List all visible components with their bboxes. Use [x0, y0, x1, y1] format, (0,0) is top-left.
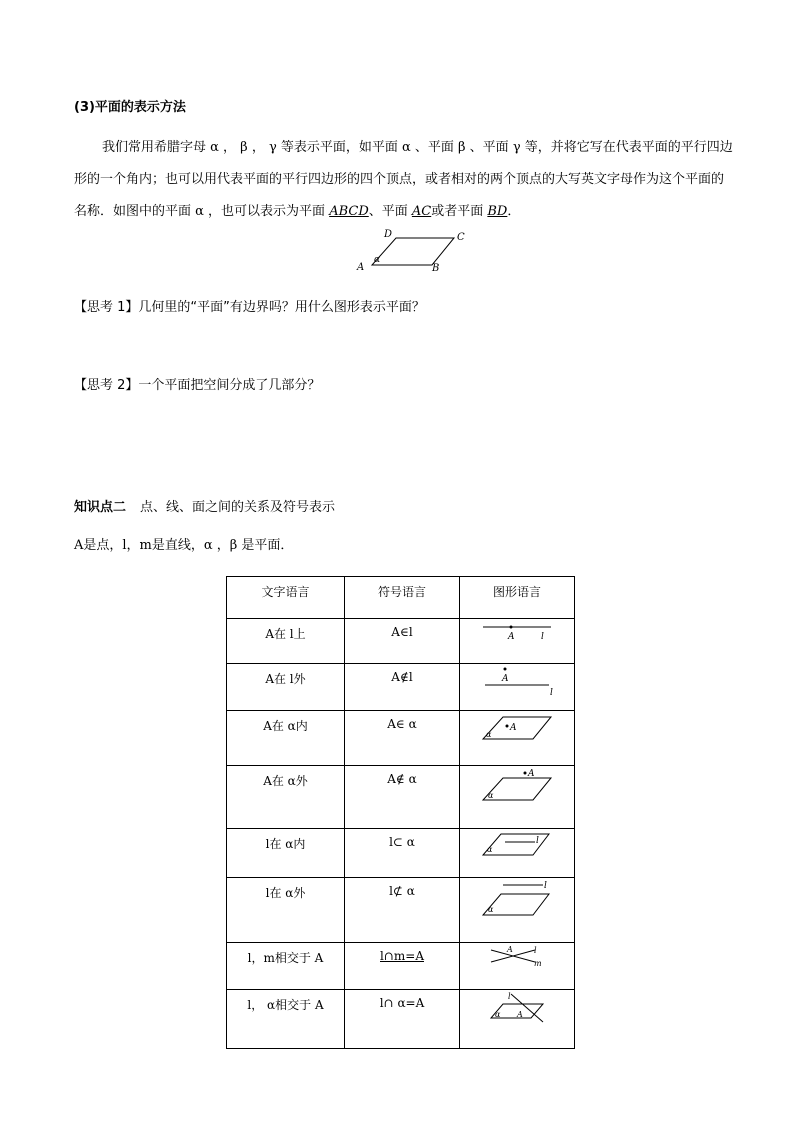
line-in-plane-diagram — [461, 829, 573, 873]
section-heading: (3)平面的表示方法 — [74, 100, 186, 115]
svg-text:l: l — [508, 992, 511, 1001]
plane-bd: BD — [487, 204, 508, 219]
relation-table — [226, 576, 575, 1049]
header-text-language: 文字语言 — [227, 577, 345, 619]
plane-figure — [350, 226, 480, 274]
table-header-row — [227, 577, 575, 619]
table-row: l在 α外 l⊄ α l α — [227, 878, 575, 943]
line-off-plane-diagram — [461, 878, 573, 938]
plane-notation-paragraph: 我们常用希腊字母 α ， β ， γ 等表示平面，如平面 α 、平面 β 、平面 γ 等，并将它写在代表平面的平行四边形的一个角内；也可以用代表平面的平行四边形的四个顶点，或者相对的两个顶点的大写英文字母作为这个平面的名称．如图中的平面 α ，也可以表示为平面 ABCD、平面 AC或者平面 BD． — [74, 140, 733, 219]
svg-text:α: α — [488, 905, 494, 914]
plane-ac: AC — [411, 204, 432, 219]
svg-text:l: l — [550, 688, 553, 698]
table-row: A在 α外 A∉ α A α — [227, 766, 575, 829]
line-intersects-plane-diagram — [461, 990, 573, 1044]
table-row: l， α相交于 A l∩ α=A l A α — [227, 990, 575, 1049]
table-row: A在 α内 A∈ α A α — [227, 711, 575, 766]
vertex-d: D — [384, 229, 393, 240]
intersecting-lines-diagram — [461, 943, 573, 985]
svg-text:l: l — [534, 946, 537, 955]
svg-text:A: A — [508, 632, 515, 642]
header-symbol-language: 符号语言 — [345, 577, 460, 619]
svg-text:l: l — [544, 881, 547, 891]
alpha-label: α — [374, 255, 381, 265]
svg-text:α: α — [488, 791, 494, 800]
svg-text:α: α — [487, 845, 493, 854]
point-in-plane-diagram — [461, 711, 573, 761]
svg-text:A: A — [507, 945, 513, 954]
svg-text:A: A — [510, 723, 517, 733]
svg-text:A: A — [528, 769, 535, 779]
vertex-b: B — [432, 263, 440, 274]
svg-text:A: A — [517, 1010, 523, 1019]
svg-text:α: α — [495, 1010, 501, 1019]
table-row: l在 α内 l⊂ α l α — [227, 829, 575, 878]
svg-text:A: A — [502, 674, 509, 684]
knowledge-point-label: 知识点二 — [74, 500, 127, 515]
point-on-line-diagram — [461, 619, 573, 659]
think-2: 【思考 2】一个平面把空间分成了几部分？ — [74, 378, 321, 393]
point-off-plane-diagram — [461, 766, 573, 824]
plane-abcd: ABCD — [329, 204, 369, 219]
vertex-c: C — [457, 232, 465, 243]
intro-line: A是点，l，m是直线，α ，β 是平面． — [74, 538, 294, 553]
header-figure-language: 图形语言 — [460, 577, 575, 619]
knowledge-point-title: 点、线、面之间的关系及符号表示 — [140, 500, 336, 515]
table-row: l，m相交于 A l∩m=A A l m — [227, 943, 575, 990]
vertex-a: A — [357, 262, 365, 273]
think-1: 【思考 1】几何里的“平面”有边界吗？用什么图形表示平面？ — [74, 300, 425, 315]
svg-text:α: α — [486, 730, 492, 739]
table-row: A在 l外 A∉l A l — [227, 664, 575, 711]
table-row: A在 l上 A∈l A l — [227, 619, 575, 664]
plane-parallelogram — [372, 238, 454, 265]
knowledge-point-heading — [74, 496, 335, 515]
point-off-line-diagram — [461, 664, 573, 706]
svg-text:l: l — [536, 836, 539, 846]
svg-text:l: l — [541, 632, 544, 642]
svg-text:m: m — [534, 959, 542, 968]
